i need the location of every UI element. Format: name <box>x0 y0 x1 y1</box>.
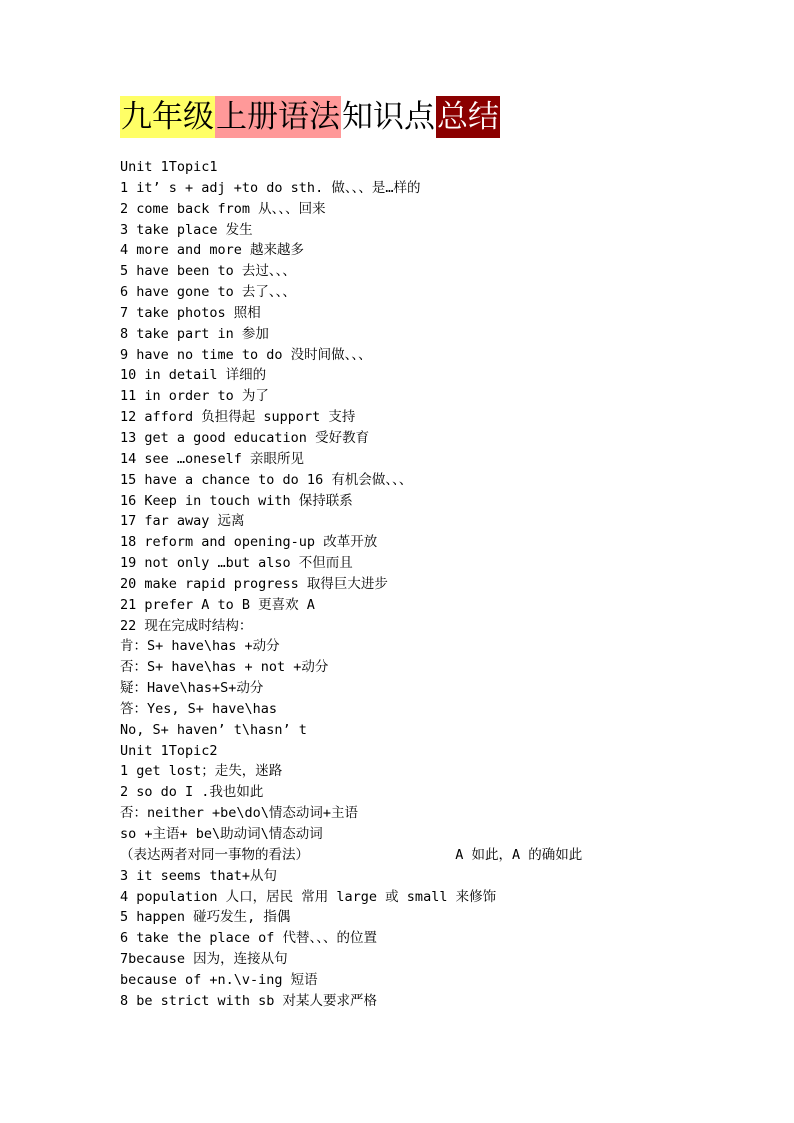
note-line: 5 have been to 去过、、、 <box>120 263 296 280</box>
title-segment-points: 知识点 <box>342 99 435 135</box>
note-line: 19 not only …but also 不但而且 <box>120 555 353 572</box>
note-line: 8 take part in 参加 <box>120 325 269 342</box>
note-line: 9 have no time to do 没时间做、、、 <box>120 346 372 363</box>
note-line: No, S+ haven’ t\hasn’ t <box>120 721 307 738</box>
note-line: 答：Yes, S+ have\has <box>120 700 278 717</box>
note-line: 13 get a good education 受好教育 <box>120 429 370 446</box>
title-segment-grade: 九年级 <box>120 96 215 138</box>
note-line: 7because 因为，连接从句 <box>120 951 288 968</box>
note-line: 20 make rapid progress 取得巨大进步 <box>120 575 388 592</box>
note-line: 否：S+ have\has + not +动分 <box>120 659 329 676</box>
note-line: 21 prefer A to B 更喜欢 A <box>120 596 315 613</box>
title-segment-grammar: 上册语法 <box>215 96 341 138</box>
note-line: 18 reform and opening-up 改革开放 <box>120 534 378 551</box>
note-line: 1 it’ s + adj +to do sth. 做、、、是…样的 <box>120 179 421 196</box>
title-segment-summary: 总结 <box>436 96 500 138</box>
note-line: 否：neither +be\do\情态动词+主语 <box>120 805 359 822</box>
note-line: 14 see …oneself 亲眼所见 <box>120 450 305 467</box>
section-heading: Unit 1Topic2 <box>120 742 218 759</box>
note-line: 1 get lost；走失，迷路 <box>120 763 283 780</box>
note-line: 5 happen 碰巧发生, 指偶 <box>120 909 291 926</box>
note-line: 11 in order to 为了 <box>120 388 269 405</box>
note-line: 8 be strict with sb 对某人要求严格 <box>120 992 378 1009</box>
note-line: 6 take the place of 代替、、、的位置 <box>120 930 378 947</box>
note-line: 12 afford 负担得起 support 支持 <box>120 409 356 426</box>
note-line: （表达两者对同一事物的看法） A 如此，A 的确如此 <box>120 846 583 863</box>
note-line: 2 come back from 从、、、回来 <box>120 200 326 217</box>
note-line: 4 population 人口，居民 常用 large 或 small 来修饰 <box>120 888 497 905</box>
note-line: 15 have a chance to do 16 有机会做、、、 <box>120 471 413 488</box>
note-line: so +主语+ be\助动词\情态动词 <box>120 826 323 842</box>
document-title <box>120 96 500 138</box>
note-line: 17 far away 远离 <box>120 513 245 530</box>
notes-list <box>120 157 720 1012</box>
note-line: 3 it seems that+从句 <box>120 867 278 884</box>
note-line: 4 more and more 越来越多 <box>120 242 305 259</box>
note-line: 疑：Have\has+S+动分 <box>120 680 264 697</box>
note-line: 7 take photos 照相 <box>120 304 261 321</box>
note-line: 6 have gone to 去了、、、 <box>120 284 296 301</box>
note-line: 22 现在完成时结构： <box>120 617 253 634</box>
section-heading: Unit 1Topic1 <box>120 159 218 175</box>
note-line: because of +n.\v-ing 短语 <box>120 971 318 988</box>
note-line: 16 Keep in touch with 保持联系 <box>120 492 353 509</box>
note-line: 3 take place 发生 <box>120 221 253 238</box>
note-line: 肯：S+ have\has +动分 <box>120 638 280 655</box>
note-line: 10 in detail 详细的 <box>120 367 267 384</box>
note-line: 2 so do I .我也如此 <box>120 784 264 801</box>
